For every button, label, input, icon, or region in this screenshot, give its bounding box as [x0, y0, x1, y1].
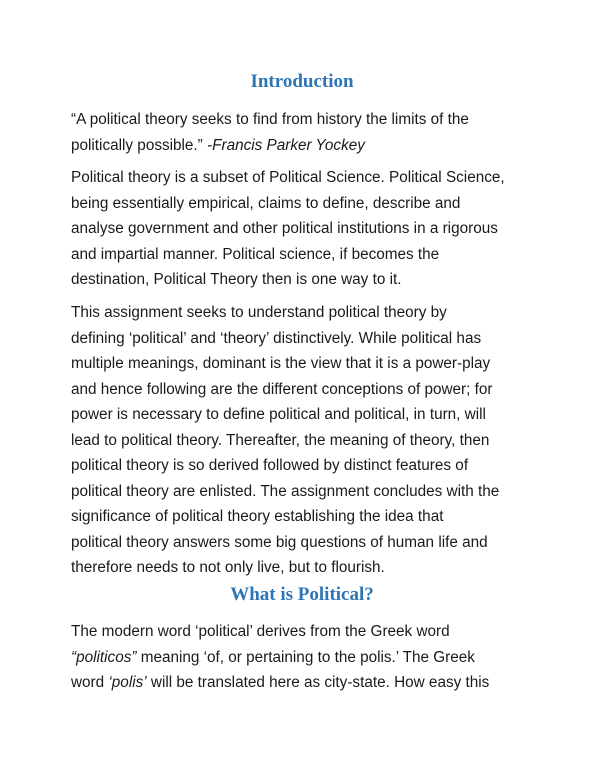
paragraph-line-rest: will be translated here as city-state. How easy this [146, 674, 490, 691]
paragraph-word-political [71, 619, 533, 696]
paragraph-line-rest: meaning ‘of, or pertaining to the polis.’ The Greek [136, 648, 475, 666]
paragraph-line: The modern word ‘political’ derives from the Greek word [71, 623, 450, 640]
italic-term-politicos: “politicos” [71, 648, 137, 666]
paragraph-line: destination, Political Theory then is one way to it. [71, 271, 402, 288]
paragraph-political-theory-subset [71, 165, 533, 293]
quote-attribution: -Francis Parker Yockey [207, 136, 365, 154]
quote-line-1: “A political theory seeks to find from history the limits of the [71, 111, 469, 128]
what-is-political-heading: What is Political? [230, 584, 374, 605]
paragraph-line: This assignment seeks to understand political theory by [71, 304, 447, 321]
introduction-heading: Introduction [250, 71, 354, 92]
italic-term-polis: ‘polis’ [108, 674, 147, 691]
paragraph-line: lead to political theory. Thereafter, the meaning of theory, then [71, 431, 490, 449]
paragraph-line: political theory is so derived followed by distinct features of [71, 457, 469, 474]
quote-line-2 [71, 133, 533, 159]
opening-quote [71, 107, 533, 158]
paragraph-line: multiple meanings, dominant is the view that it is a power-play [71, 355, 491, 372]
paragraph-line: and impartial manner. Political science, if becomes the [71, 245, 440, 263]
paragraph-line [71, 645, 533, 671]
paragraph-line: Political theory is a subset of Political Science. Political Science, [71, 169, 505, 186]
paragraph-line: and hence following are the different conceptions of power; for [71, 380, 493, 398]
quote-text-end: politically possible.” [71, 136, 203, 154]
paragraph-line [71, 670, 533, 696]
paragraph-line: being essentially empirical, claims to define, describe and [71, 194, 461, 212]
paragraph-line: significance of political theory establishing the idea that [71, 508, 444, 525]
paragraph-assignment-overview [71, 300, 533, 581]
paragraph-line-start: word [71, 674, 109, 691]
paragraph-line: defining ‘political’ and ‘theory’ distinctively. While political has [71, 329, 482, 347]
paragraph-line: political theory are enlisted. The assignment concludes with the [71, 482, 500, 500]
paragraph-line: power is necessary to define political and political, in turn, will [71, 406, 486, 423]
paragraph-line: therefore needs to not only live, but to flourish. [71, 559, 385, 576]
paragraph-line: analyse government and other political institutions in a rigorous [71, 220, 498, 237]
paragraph-line: political theory answers some big questions of human life and [71, 533, 488, 551]
